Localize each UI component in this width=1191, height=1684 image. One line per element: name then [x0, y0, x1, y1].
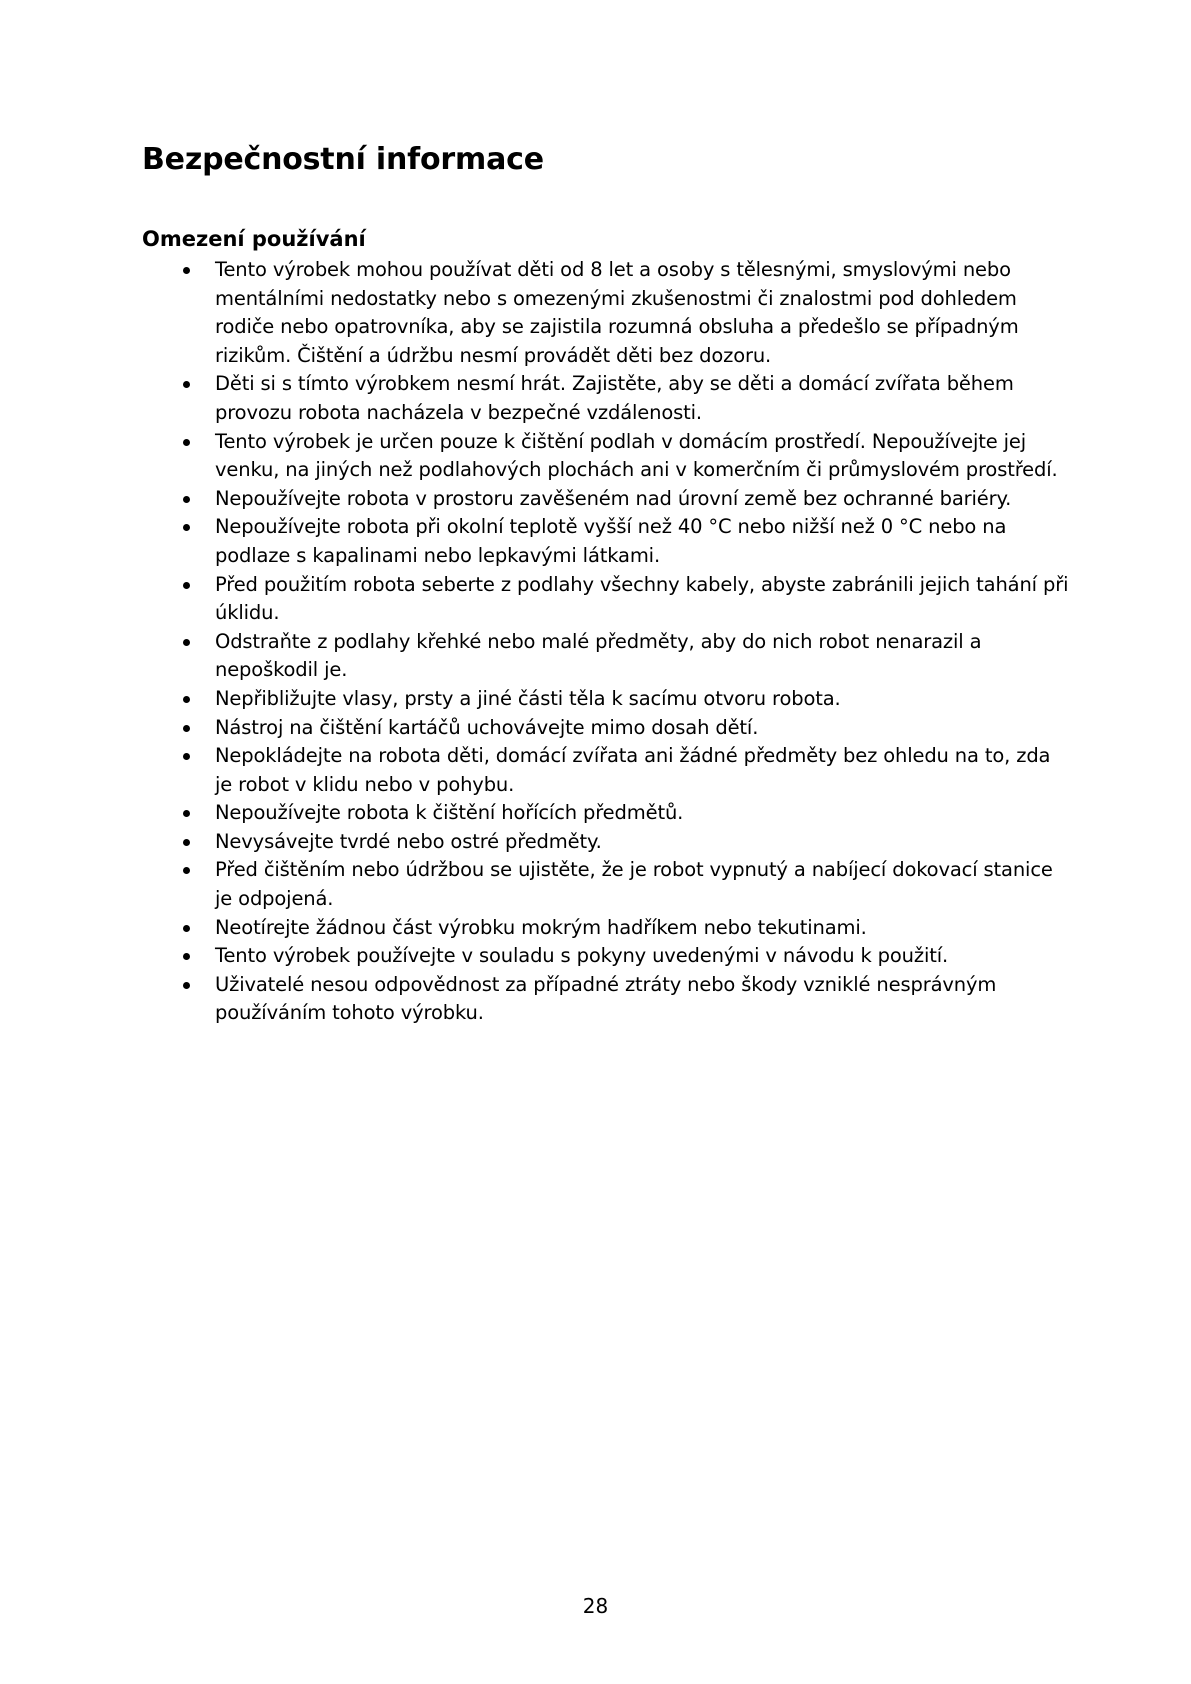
page-number: 28 [582, 1594, 609, 1618]
list-item-text: Nevysávejte tvrdé nebo ostré předměty. [215, 829, 602, 853]
list-item [142, 513, 1072, 570]
list-item-text: Tento výrobek je určen pouze k čištění podlah v domácím prostředí. Nepoužívejte jej venku, na jiných než podlahových plochách ani v komerčním či průmyslovém prostředí. [215, 429, 1058, 482]
list-item-text: Před čištěním nebo údržbou se ujistěte, že je robot vypnutý a nabíjecí dokovací stanice je odpojená. [215, 858, 1053, 911]
list-item-text: Před použitím robota seberte z podlahy všechny kabely, abyste zabránili jejich tahání při úklidu. [215, 572, 1069, 625]
bullet-icon [183, 867, 190, 874]
list-item-text: Děti si s tímto výrobkem nesmí hrát. Zajistěte, aby se děti a domácí zvířata během provozu robota nacházela v bezpečné vzdálenosti. [215, 372, 1014, 424]
list-item [142, 485, 1072, 514]
list-item [142, 914, 1072, 943]
list-item [142, 685, 1072, 714]
list-item-text: Uživatelé nesou odpovědnost za případné ztráty nebo škody vzniklé nesprávným používáním tohoto výrobku. [215, 972, 997, 1025]
bullet-icon [183, 524, 190, 531]
bullet-icon [183, 953, 190, 960]
list-item-text: Odstraňte z podlahy křehké nebo malé předměty, aby do nich robot nenarazil a nepoškodil je. [215, 629, 982, 682]
bullet-icon [183, 839, 190, 846]
bullet-icon [183, 696, 190, 703]
list-item-text: Nepokládejte na robota děti, domácí zvířata ani žádné předměty bez ohledu na to, zda je robot v klidu nebo v pohybu. [215, 744, 1051, 796]
list-item-text: Nepoužívejte robota při okolní teplotě vyšší než 40 °C nebo nižší než 0 °C nebo na podlaze s kapalinami nebo lepkavými látkami. [215, 515, 1007, 567]
list-item [142, 428, 1072, 485]
bullet-icon [183, 639, 190, 646]
bullet-icon [183, 725, 190, 732]
list-item [142, 971, 1072, 1028]
bullet-list [142, 256, 1072, 1028]
list-item-text: Nástroj na čištění kartáčů uchovávejte mimo dosah dětí. [215, 715, 759, 739]
list-item-text: Neotírejte žádnou část výrobku mokrým hadříkem nebo tekutinami. [215, 915, 867, 939]
list-item [142, 828, 1072, 857]
bullet-icon [183, 439, 190, 446]
list-item-text: Tento výrobek používejte v souladu s pokyny uvedenými v návodu k použití. [215, 944, 949, 968]
page-title: Bezpečnostní informace [142, 142, 544, 177]
list-item [142, 856, 1072, 913]
bullet-icon [183, 810, 190, 817]
list-item [142, 714, 1072, 743]
list-item [142, 256, 1072, 370]
bullet-icon [183, 925, 190, 932]
bullet-icon [183, 982, 190, 989]
list-item [142, 942, 1072, 971]
list-item [142, 571, 1072, 628]
bullet-icon [183, 267, 190, 274]
list-item [142, 742, 1072, 799]
bullet-icon [183, 381, 190, 388]
bullet-icon [183, 753, 190, 760]
list-item-text: Nepoužívejte robota v prostoru zavěšeném nad úrovní země bez ochranné bariéry. [215, 486, 1012, 510]
list-item [142, 370, 1072, 427]
bullet-icon [183, 496, 190, 503]
list-item [142, 799, 1072, 828]
list-item-text: Nepřibližujte vlasy, prsty a jiné části těla k sacímu otvoru robota. [215, 686, 841, 710]
list-item [142, 628, 1072, 685]
list-item-text: Tento výrobek mohou používat děti od 8 let a osoby s tělesnými, smyslovými nebo mentálními nedostatky nebo s omezenými zkušenostmi či znalostmi pod dohledem rodiče nebo opatrovníka, aby se zajistila rozumná obsluha a předešlo se případným rizikům. Čištění a údržbu nesmí provádět děti bez dozoru. [215, 258, 1019, 367]
bullet-icon [183, 582, 190, 589]
section-heading: Omezení používání [142, 227, 366, 251]
list-item-text: Nepoužívejte robota k čištění hořících předmětů. [215, 801, 684, 825]
